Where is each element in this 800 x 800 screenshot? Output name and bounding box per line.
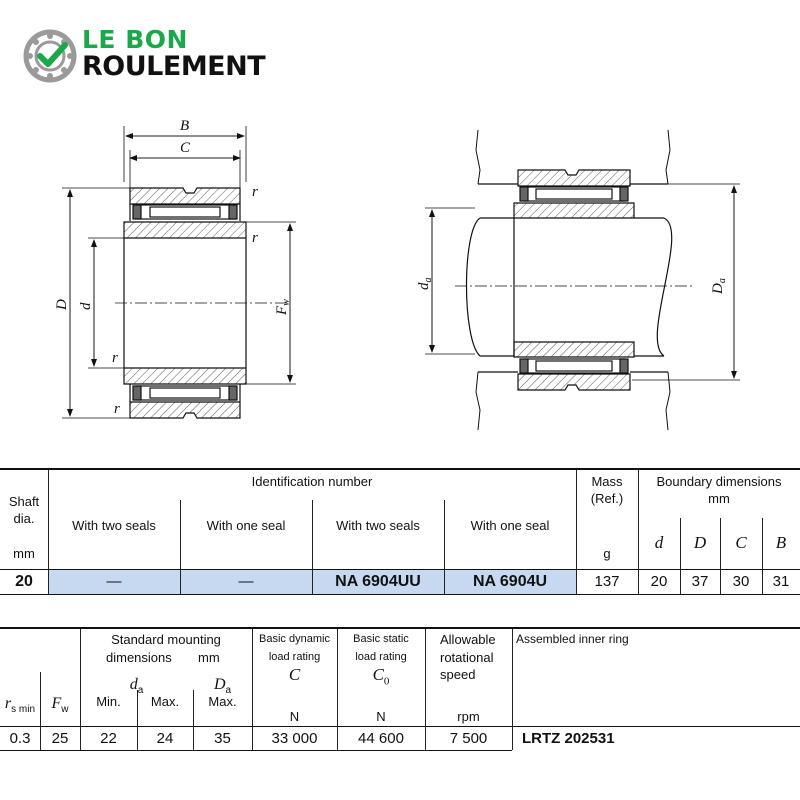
bearing-logo-icon <box>23 29 77 83</box>
boundary-label: Boundary dimensions <box>656 474 782 489</box>
speed-label2: rotational <box>440 650 494 665</box>
brand-line2: ROULEMENT <box>82 51 266 82</box>
row-two-seals-b: NA 6904UU <box>335 573 421 590</box>
row-stat: 44 600 <box>358 730 404 747</box>
shaft-label1: Shaft <box>8 494 40 509</box>
row-Da-max: 35 <box>214 730 231 747</box>
dim-B-label: B <box>180 118 190 134</box>
boundary-unit: mm <box>708 491 730 506</box>
dim-d-header: d <box>654 533 664 552</box>
row-two-seals-a: — <box>106 573 122 590</box>
r-label-3: r <box>112 350 118 366</box>
row-speed: 7 500 <box>449 730 488 747</box>
row-B: 31 <box>772 573 790 590</box>
row-ring: LRTZ 202531 <box>522 730 615 747</box>
inner-ring-label: Assembled inner ring <box>516 632 629 646</box>
r-label-1: r <box>252 184 258 200</box>
row-shaft: 20 <box>15 573 33 590</box>
stat-sym: $C_0$ <box>372 665 390 688</box>
da-header: $d_a$ <box>129 676 144 697</box>
Da-max-label: Max. <box>208 694 237 709</box>
row-one-seal-b: NA 6904U <box>472 573 548 590</box>
da-max-label: Max. <box>150 694 180 709</box>
ident-header: Identification number <box>251 474 373 489</box>
std-mount-unit: mm <box>198 650 220 665</box>
speed-unit: rpm <box>457 709 480 724</box>
speed-label1: Allowable <box>440 632 496 647</box>
stat-unit: N <box>376 709 386 724</box>
row-mass: 137 <box>594 573 620 590</box>
row-D: 37 <box>691 573 709 590</box>
row-da-max: 24 <box>156 730 174 747</box>
col-two-seals-a: With two seals <box>72 518 156 533</box>
dim-Fw-label: $F_w$ <box>274 299 292 315</box>
row-da-min: 22 <box>100 730 117 747</box>
row-rs: 0.3 <box>9 730 31 747</box>
mass-label1: Mass <box>591 474 623 489</box>
dim-C-label: C <box>180 140 191 156</box>
fw-header: $F_w$ <box>51 695 69 716</box>
stat-label1: Basic static <box>353 633 409 645</box>
dim-Da-label: $D_a$ <box>710 278 728 294</box>
Da-header: $D_a$ <box>213 676 232 697</box>
std-mount-label2: dimensions <box>106 650 172 665</box>
brand-line1: LE BON <box>82 25 188 54</box>
mass-label2: (Ref.) <box>590 491 624 506</box>
col-one-seal-b: With one seal <box>470 518 550 533</box>
rs-min-header: $r_{s min}$ <box>4 695 36 716</box>
dim-C-header: C <box>735 533 747 552</box>
mass-unit: g <box>603 546 611 561</box>
dim-da-label: $d_a$ <box>416 277 434 290</box>
stat-label2: load rating <box>355 651 407 663</box>
dyn-label1: Basic dynamic <box>259 633 330 645</box>
dim-d-label: d <box>78 302 94 310</box>
shaft-label2: dia. <box>13 511 35 526</box>
r-label-2: r <box>252 230 258 246</box>
row-fw: 25 <box>51 730 69 747</box>
speed-label3: speed <box>440 667 476 682</box>
col-one-seal-a: With one seal <box>206 518 286 533</box>
row-C: 30 <box>732 573 750 590</box>
bearing-technical-drawing <box>0 110 800 445</box>
std-mount-label1: Standard mounting <box>111 632 221 647</box>
r-label-4: r <box>114 401 120 417</box>
dyn-sym: C <box>288 665 301 684</box>
dim-B-header: B <box>775 533 787 552</box>
row-d: 20 <box>650 573 668 590</box>
col-two-seals-b: With two seals <box>336 518 420 533</box>
dim-D-label: D <box>54 299 70 310</box>
row-one-seal-a: — <box>238 573 254 590</box>
row-dyn: 33 000 <box>271 730 318 747</box>
dyn-label2: load rating <box>268 651 321 663</box>
dim-D-header: D <box>693 533 707 552</box>
shaft-unit: mm <box>13 546 35 561</box>
da-min-label: Min. <box>96 694 121 709</box>
dyn-unit: N <box>289 709 300 724</box>
